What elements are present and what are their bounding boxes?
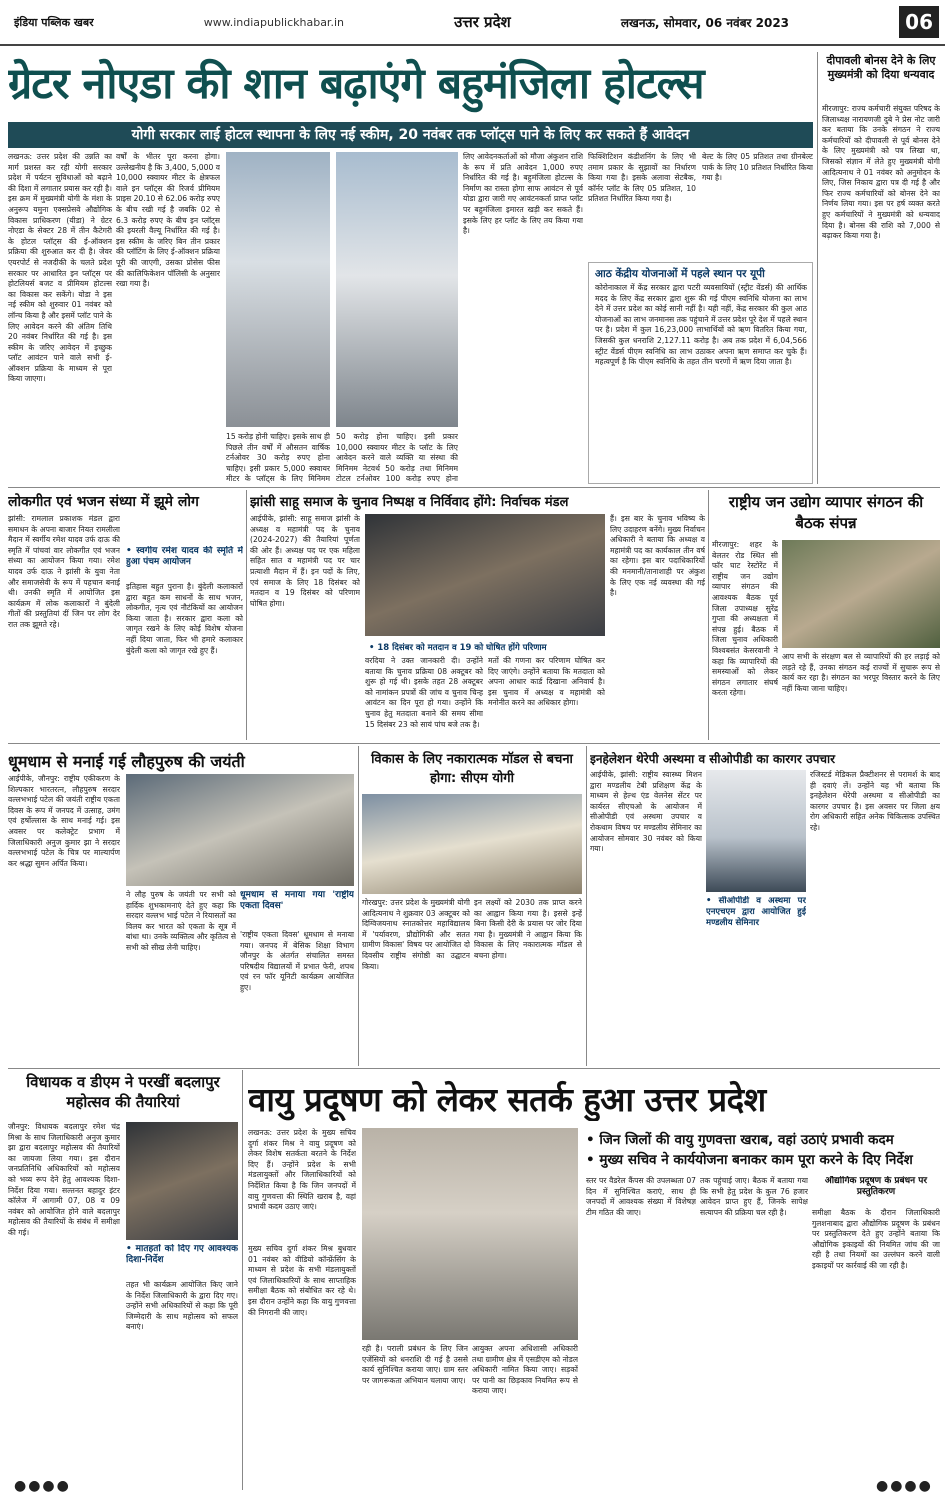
asthma-caption: • सीओपीडी व अस्थमा पर एनएचएम द्वारा आयोजित हुई मण्डलीय सेमिनार [706, 896, 806, 928]
hotel-building-photo [226, 152, 330, 427]
page-header [0, 0, 945, 46]
asthma-body: आईपीके, झांसी: राष्ट्रीय स्वास्थ्य मिशन द्वारा मण्डलीय टेबी प्रशिक्षण केंद्र के माध्यम से हेल्थ एंड वेलनेस सेंटर पर कार्यरत सीएचओ के आयोजन में सीओपीडी एवं अस्थमा उपचार व रोकथाम विषय पर मण्डलीय सेमिनार का आयोजन सोमवार 30 नवंबर को किया गया। [590, 770, 702, 854]
diwali-bonus-title: दीपावली बोनस देने के लिए मुख्यमंत्री को दिया धन्यवाद [826, 54, 936, 81]
sahu-col-3: मतों की गणना कर परिणाम घोषित कर दिए जाएंगे। उन्होंने बताया कि मतदाता को अपना आधार कार्ड दिखाना अनिवार्य है। इस चुनाव में अध्यक्ष व महामंत्री को मनोनीत करने का अधिकार होगा। [488, 656, 605, 708]
lead-headline: ग्रेटर नोएडा की शान बढ़ाएंगे बहुमंजिला होटल्स [8, 59, 704, 109]
vayu-col-4: आयुक्त अपना अधिशासी अधिकारी तथा ग्रामीण क्षेत्र में एसडीएम को नोडल अधिकारी नामित किया जाए। सड़कों पर पानी का छिड़काव नियमित रूप से कराया जाए। [472, 1344, 578, 1396]
udyog-meeting-photo [782, 540, 940, 648]
page-number: 06 [899, 6, 939, 38]
lead-col-5: लिए आवेदनकर्ताओं को मौजा अंकुशन राशि के रूप में प्रति आवेदन 1,000 रुपए निर्धारित की गई है। बहुमंजिला होटल्स के निर्माण का रास्ता होगा साफ आवंटन से पूर्व योडा द्वारा जारी गए आवंटनकर्ता प्राप्त प्लॉट पर बहुमंजिला इमारत खड़ी कर सकते हैं। इसके लिए हर प्लॉट के लिए तय किया गया है। [463, 152, 583, 236]
aath-yojana-title: आठ केंद्रीय योजनाओं में पहले स्थान पर यूपी [595, 268, 765, 280]
vayu-col-5: स्तर पर वैडरेल कैंपस की उपलब्धता 07 दिन में सुनिश्चित कराएं, साथ ही जनपदों में आवश्यक संख्या में विशेषज्ञ टीम गठित की जाए। [586, 1176, 696, 1217]
newspaper-name: इंडिया पब्लिक खबर [14, 15, 94, 29]
column-divider [586, 746, 587, 1066]
section-divider [8, 487, 940, 488]
udyog-col-2: आप सभी के संरक्षण बल से व्यापारियों की हर लड़ाई को लड़ते रहे हैं, उनका संगठन कई राज्यों में सुचारू रूप से कार्य कर रहा है। संगठन का भरपूर विस्तार करने के लिए नहीं किया जाना चाहिए। [782, 652, 940, 693]
lokgeet-col-2: इतिहास बहुत पुराना है। बुंदेली कलाकारों द्वारा बहुत कम साधनों के साथ भजन, लोकगीत, नृत्य एवं नौटंकियों का आयोजन किया जाता है। सरकार द्वारा कला को जागृत रखने के लिए कोई विशेष योजना नहीं दिया जाता, फिर भी हमारे कलाकार बुंदेली कला को जागृत रखे हुए हैं। [126, 582, 243, 655]
column-divider [708, 490, 709, 740]
diwali-bonus-body: मीरजापुर: राज्य कर्मचारी संयुक्त परिषद के जिलाध्यक्ष नारायणजी दुबे ने प्रेस नोट जारी कर बताया कि उनके संगठन ने राज्य कर्मचारियों को दीपावली से पूर्व बोनस देने के लिए मुख्यमंत्री को पत्र लिखा था, जिसको संज्ञान में लेते हुए मुख्यमंत्री योगी आदित्यनाथ ने 01 नवंबर को अनुमोदन के लिए, जिस निकाय द्वारा पत्र दी गई है और फिर राज्य कर्मचारियों को बोनस देने का निर्णय लिया गया। इस पर हर्ष व्यक्त करते हुए कर्मचारियों ने मुख्यमंत्री को धन्यवाद दिया है। बोनस की राशि को 7,000 से बढ़ाकर किया गया है। [822, 104, 940, 241]
lauh-col-3: 'राष्ट्रीय एकता दिवस' धूमधाम से मनाया गया। जनपद में बेसिक शिक्षा विभाग जौनपुर के अंतर्गत संचालित समस्त परिषदीय विद्यालयों में प्रभात फेरी, शपथ एवं रन फॉर यूनिटी कार्यक्रम आयोजित हुए। [240, 930, 354, 992]
asthma-title: इनहेलेशन थेरेपी अस्थमा व सीओपीडी का कारगर उपचार [590, 752, 836, 766]
sahu-col-4: हैं। इस बार के चुनाव भविष्य के लिए उदाहरण बनेंगे। मुख्य निर्वाचन अधिकारी ने बताया कि अध्यक्ष व महामंत्री पद का कार्यकाल तीन वर्ष का रहेगा। इस बार पदाधिकारियों की मनमानी/तानाशाही पर अंकुश के लिए एक नई व्यवस्था की गई है। [610, 514, 705, 598]
lauhpurush-title: धूमधाम से मनाई गई लौहपुरुष की जयंती [8, 752, 245, 771]
lauh-col-1: आईपीके, जौनपुर: राष्ट्रीय एकीकरण के शिल्पकार भारतरत्न, लौहपुरुष सरदार वल्लभभाई पटेल की जयंती राष्ट्रीय एकता दिवस के रूप में जनपद में उत्साह, उमंग एवं हर्षोल्लास के साथ मनाई गई। इस अवसर पर कलेक्ट्रेट प्रभाग में जिलाधिकारी अनुज कुमार झा ने सरदार वल्लभभाई पटेल के चित्र पर माल्यार्पण कर श्रद्धा सुमन अर्पित किया। [8, 774, 120, 868]
column-divider [246, 490, 247, 740]
lead-col-7: बेल्ट के लिए 05 प्रतिशत तथा ग्रीनबेल्ट पार्क के लिए 10 प्रतिशत निर्धारित किया गया है। [702, 152, 813, 183]
section-divider [8, 1068, 940, 1069]
vayu-bullet-1: • जिन जिलों की वायु गुणवत्ता खराब, वहां उठाएं प्रभावी कदम [586, 1132, 894, 1148]
column-divider [242, 1070, 243, 1490]
doctor-portrait-photo [706, 770, 806, 892]
badlapur-caption: • मातहतों को दिए गए आवश्यक दिशा-निर्देश [126, 1244, 238, 1265]
vikas-col-2: इन लक्ष्यों को 2030 तक प्राप्त करने का आह्वान किया गया है। इससे इन्हें बिना किसी देरी के प्रयास पर जोर दिया गया है। मुख्यमंत्री ने आह्वान किया कि विकास के लिए नकारात्मक मॉडल से बचना होगा। [474, 898, 582, 960]
vayu-headline: वायु प्रदूषण को लेकर सतर्क हुआ उत्तर प्रदेश [248, 1080, 766, 1119]
vayu-bullet-2: • मुख्य सचिव ने कार्ययोजना बनाकर काम पूरा करने के दिए निर्देश [586, 1152, 913, 1168]
udyog-vyapar-title: राष्ट्रीय जन उद्योग व्यापार संगठन की बैठक संपन्न [728, 493, 924, 532]
sahu-samaj-title: झांसी साहू समाज के चुनाव निष्पक्ष व निर्विवाद होंगे: निर्वाचक मंडल [250, 495, 569, 510]
ekta-diwas-photo [126, 774, 354, 886]
smog-city-photo [362, 1128, 578, 1340]
issue-date: लखनऊ, सोमवार, 06 नवंबर 2023 [620, 15, 790, 30]
vayu-col-2: मुख्य सचिव दुर्गा शंकर मिश्र बुधवार 01 नवंबर को वीडियो कॉन्फ्रेंसिंग के माध्यम से प्रदेश के सभी मंडलायुक्तों एवं जिलाधिकारियों के साथ साप्ताहिक समीक्षा बैठक को संबोधित कर रहे थे। इस दौरान उन्होंने कहा कि वायु गुणवत्ता की निगरानी की जाए। [248, 1244, 356, 1317]
vikas-title: विकास के लिए नकारात्मक मॉडल से बचना होगा: सीएम योगी [371, 752, 573, 786]
vikas-body: गोरखपुर: उत्तर प्रदेश के मुख्यमंत्री योगी आदित्यनाथ ने शुक्रवार 03 अक्टूबर को दिग्विजयनाथ स्नातकोत्तर महाविद्यालय में 'पर्यावरण, प्रौद्योगिकी और सतत ग्रामीण विकास' विषय पर आयोजित दो दिवसीय राष्ट्रीय संगोष्ठी का उद्घाटन किया। [362, 898, 470, 971]
lead-col-2: वर्षों के भीतर पूरा करना होगा। उल्लेखनीय है कि 3,400, 5,000 व 10,000 स्क्वायर मीटर के क्षेत्रफल वाले इन प्लॉट्स की रिजर्व प्रीमियम प्राइस 20.10 से 62.06 करोड़ रुपए के बीच रखी गई है जबकि 02 से 6.3 करोड़ रुपए के बीच इन प्लॉट्स की इयरली वैल्यू निर्धारित की गई है। इस स्कीम के जरिए बिन तीन प्रकार की प्लॉटिंग के लिए ई-ऑक्शन प्रक्रिया पूरी की जाएगी, उसका प्रोसेस फीस की कालिफिकेशन पॉलिसी के अनुसार रखा गया है। [116, 152, 220, 289]
lauh-caption: धूमधाम से मनाया गया 'राष्ट्रीय एकता दिवस' [240, 890, 354, 911]
asthma-col-2: रजिस्टर्ड मेडिकल प्रैक्टीशनर से परामर्श के बाद ही दवाएं लें। उन्होंने यह भी बताया कि इनहेलेशन थेरेपी अस्थमा व सीओपीडी का कारगर उपचार है। इस अवसर पर जिला क्षय रोग अधिकारी सहित अनेक चिकित्सक उपस्थित रहे। [810, 770, 940, 832]
section-title: उत्तर प्रदेश [454, 13, 511, 31]
vayu-col-3: रही है। पराली प्रबंधन के लिए जिन एजेंसियों को धनराशि दी गई है उससे कार्य सुनिश्चित कराया जाए। ग्राम स्तर पर जागरूकता अभियान चलाया जाए। [362, 1344, 468, 1385]
end-marker-dots: ●●●● [14, 1478, 71, 1494]
aath-yojana-box [588, 262, 813, 484]
sahu-col-2: वरदिया ने उक्त जानकारी दी। उन्होंने बताया कि चुनाव प्रक्रिया 08 अक्टूबर को शुरू हो गई थी। इसके तहत 28 अक्टूबर को नामांकन प्रपत्रों की जांच व चुनाव चिन्ह आवंटन का दिन पूरा हो गया। उन्होंने कि चुनाव हेतु मतदाता बनाने की समय सीमा 15 दिसंबर 23 को सायं पांच बजे तक है। [365, 656, 483, 729]
badlapur-title: विधायक व डीएम ने परखीं बदलापुर महोत्सव की तैयारियां [26, 1073, 220, 1111]
hotel-tower-photo [336, 152, 458, 427]
lead-subheadline: योगी सरकार लाई होटल स्थापना के लिए नई स्कीम, 20 नवंबर तक प्लॉट्स पाने के लिए कर सकते हैं आवेदन [8, 122, 813, 148]
lokgeet-body: झांसी: रामलाल प्रकाशक मंडल द्वारा समाधन के अपना बाजार नियत रामलीला मैदान में स्वर्गीय रमेश यादव उर्फ दाऊ की स्मृति में पांचवां वार लोकगीत एवं भजन संध्या का आयोजन किया गया। रमेश यादव उर्फ दाऊ ने झांसी के युवा नेता और समाजसेवी के रूप में पहचान बनाई थी। उनकी स्मृति में आयोजित इस कार्यक्रम में लोक कलाकारों ने बुंदेली गीतों की प्रस्तुतियां दीं जिन पर लोग देर रात तक झूमते रहे। [8, 514, 120, 629]
sahu-caption: • 18 दिसंबर को मतदान व 19 को घोषित होंगे परिणाम [365, 640, 605, 655]
badlapur-inspection-photo [126, 1122, 238, 1240]
lead-col-4: 50 करोड़ होना चाहिए। इसी प्रकार 10,000 स्क्वायर मीटर के प्लॉट के लिए आवेदन करने वाले व्यक्ति या संस्था की मिनिमम नेटवर्थ 50 करोड़ तथा मिनिमम टोटल टर्नओवर 100 करोड़ रुपए होना [336, 432, 458, 484]
cm-yogi-event-photo [362, 794, 582, 894]
end-marker-dots: ●●●● [876, 1478, 933, 1494]
sahu-samaj-meeting-photo [365, 514, 605, 636]
vayu-col-1: लखनऊ: उत्तर प्रदेश के मुख्य सचिव दुर्गा शंकर मिश्र ने वायु प्रदूषण को लेकर विशेष सतर्कता बरतने के निर्देश दिए हैं। उन्होंने प्रदेश के सभी मंडलायुक्तों और जिलाधिकारियों को निर्देशित किया है कि जिन जनपदों में वायु गुणवत्ता की स्थिति खराब है, वहां प्रभावी कदम उठाए जाएं। [248, 1128, 356, 1212]
badlapur-col-2: तहत भी कार्यक्रम आयोजित किए जाने के निर्देश जिलाधिकारी के द्वारा दिए गए। उन्होंने सभी अधिकारियों से कहा कि पूरी जिम्मेदारी के साथ महोत्सव को सफल बनाएं। [126, 1280, 238, 1332]
vayu-side-title: औद्योगिक प्रदूषण के प्रबंधन पर प्रस्तुतिकरण [824, 1176, 928, 1197]
column-divider [358, 746, 359, 1066]
lokgeet-title: लोकगीत एवं भजन संध्या में झूमे लोग [8, 494, 199, 510]
lead-col-6: फिक्शिटिशन कंडीशनिंग के लिए भी तमाम प्रकार के सुझावों का निर्धारण किया गया है। इसके अलावा सेटबैक, कॉर्नर प्लॉट के लिए 05 प्रतिशत, 10 प्रतिशत निर्धारित किया गया है। [588, 152, 696, 204]
vayu-col-6: तक पहुंचाई जाए। बैठक में बताया गया कि सभी हेतु प्रदेश के कुल 76 हजार आवेदन प्राप्त हुए हैं, जिनके सापेक्ष सत्यापन की प्रक्रिया चल रही है। [700, 1176, 808, 1217]
lokgeet-caption: • स्वर्गीय रमेश यादव की स्मृति में हुआ पंचम आयोजन [126, 546, 243, 567]
vayu-bullets [586, 1130, 940, 1170]
vayu-side-body: समीक्षा बैठक के दौरान जिलाधिकारी गुलशनाबाद द्वारा औद्योगिक प्रदूषण के प्रबंधन पर प्रस्तुतिकरण देते हुए उन्होंने बताया कि औद्योगिक इकाइयों की नियमित जांच की जा रही है तथा नियमों का उल्लंघन करने वाली इकाइयों पर कार्रवाई की जा रही है। [812, 1208, 940, 1270]
column-divider [817, 52, 818, 484]
lead-col-1: लखनऊ: उत्तर प्रदेश की उन्नति का मार्ग प्रशस्त कर रही योगी सरकार प्रदेश में पर्यटन सुविधाओं को बढ़ाने की दिशा में लगातार प्रयास कर रही है। इस क्रम में मुख्यमंत्री योगी के मंशा के अनुरूप यमुना एक्सप्रेसवे औद्योगिक विकास प्राधिकरण (यीडा) ने ग्रेटर नोएडा के सेक्टर 28 में तीन कैटेगरी के होटल प्लॉट्स की ई-ऑक्शन प्रक्रिया की शुरुआत कर दी है। जेवर एयरपोर्ट से नजदीकी के चलते प्रदेश सरकार पर आधारित इन प्लॉट्स पर होटलियर्स बजट व प्रीमियम होटल्स का विकास कर सकेंगे। योडा ने इस नई स्कीम को शुरुवार 01 नवंबर को लॉन्च किया है और इसमें प्लॉट पाने के लिए आवेदन करने की अंतिम तिथि 20 नवंबर निर्धारित की गई है। इस स्कीम के जरिए आवेदन में इच्छुक प्लॉट आवंटन पाने वाले सभी ई-ऑक्शन प्रक्रिया के माध्यम से पूरा किया जाएगा। [8, 152, 112, 384]
lauh-col-2: ने लौह पुरुष के जयंती पर सभी को हार्दिक शुभकामनाएं देते हुए कहा कि सरदार वल्लभ भाई पटेल ने रियासतों का विलय कर भारत को एकता के सूत्र में बांधा था। उनके व्यक्तित्व और कृतित्व से सभी को सीख लेनी चाहिए। [126, 890, 236, 952]
lead-col-3: 15 करोड़ होनी चाहिए। इसके साथ ही पिछले तीन वर्षों में औसतन वार्षिक टर्नओवर 30 करोड़ रुपए होना चाहिए। इसी प्रकार 5,000 स्क्वायर मीटर के प्लॉट्स के लिए मिनिमम [226, 432, 330, 484]
website-url[interactable]: www.indiapublickhabar.in [203, 15, 344, 29]
section-divider [8, 743, 940, 744]
badlapur-body: जौनपुर: विधायक बदलापुर रमेश चंद्र मिश्रा के साथ जिलाधिकारी अनुज कुमार झा द्वारा बदलापुर महोत्सव की तैयारियों का जायजा लिया गया। इस दौरान जनप्रतिनिधि अधिकारियों को महोत्सव को भव्य रूप देने हेतु आवश्यक दिशा-निर्देश दिया गया। सल्तनत बहादुर इंटर कॉलेज में आगामी 07, 08 व 09 नवंबर को आयोजित होने वाले बदलापुर महोत्सव की तैयारियों के संबंध में समीक्षा की गई। [8, 1122, 120, 1237]
udyog-body: मीरजापुर: शहर के बेलतर रोड स्थित सी फॉर घाट रेस्टोरेंट में राष्ट्रीय जन उद्योग व्यापार संगठन की आवश्यक बैठक पूर्व जिला उपाध्यक्ष सुरेंद्र गुप्ता की अध्यक्षता में संपन्न हुई। बैठक में जिला चुनाव अधिकारी विश्वबसंत केसरवानी ने कहा कि व्यापारियों की समस्याओं को लेकर संगठन लगातार संघर्ष करता रहेगा। [712, 540, 778, 698]
sahu-col-1: आईपीके, झांसी: साहू समाज झांसी के अध्यक्ष व महामंत्री पद के चुनाव (2024-2027) की तैयारियां पूर्णता की ओर हैं। अध्यक्ष पद पर एक महिला सहित सात व महामंत्री पद पर चार प्रत्याशी मैदान में हैं। इन पदों के लिए, एवं समाज के लिए 18 दिसंबर को मतदान व 19 दिसंबर को परिणाम घोषित होगा। [250, 514, 360, 608]
aath-yojana-body: कोरोनाकाल में केंद्र सरकार द्वारा पटरी व्यवसायियों (स्ट्रीट वेंडर्स) की आर्थिक मदद के लिए केंद्र सरकार द्वारा शुरू की गई पीएम स्वनिधि योजना का लाभ देने में उत्तर प्रदेश का कोई सानी नहीं है। यही नहीं, केंद्र सरकार की कुल आठ योजनाओं का लाभ जनमानस तक पहुंचाने में उत्तर प्रदेश पूरे देश में पहले स्थान पर है। प्रदेश में कुल 16,23,000 लाभार्थियों को ऋण वितरित किया गया, जिसकी कुल धनराशि 2,127.11 करोड़ है। अब तक प्रदेश में 6,04,566 स्ट्रीट वेंडर्स पीएम स्वनिधि का लाभ उठाकर अपना ऋण समाप्त कर चुके हैं। महत्वपूर्ण है कि पीएम स्वनिधि के तहत तीन चरणों में ऋण दिया जाता है। [595, 283, 807, 367]
